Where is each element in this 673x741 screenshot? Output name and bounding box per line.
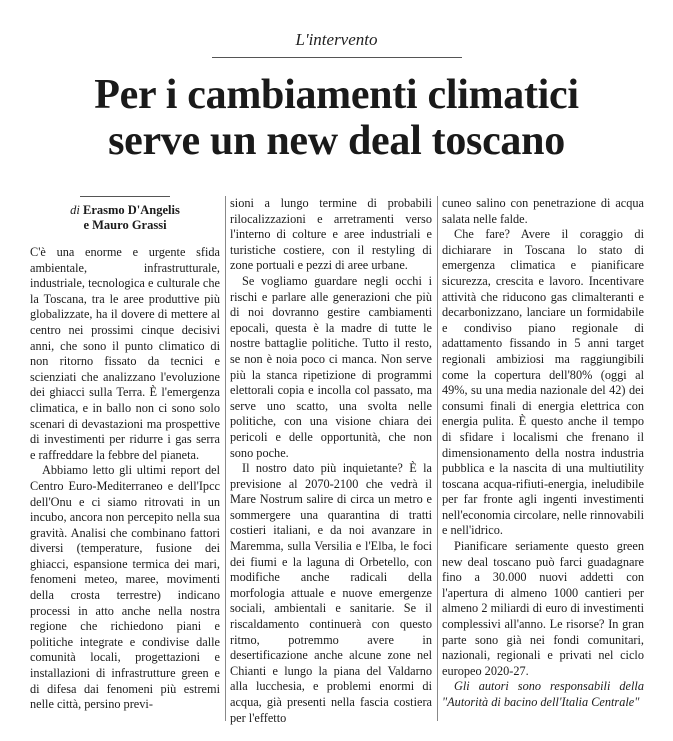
byline — [30, 203, 220, 233]
byline-divider — [80, 196, 170, 197]
headline-line-1: Per i cambiamenti climatici — [94, 72, 579, 118]
article-column-2 — [230, 196, 432, 726]
paragraph: Che fare? Avere il coraggio di dichiarare in Toscana lo stato di emergenza climatica e pianificare sicurezza, crescita e lavoro. Incentivare attività che riducono gas climalteranti e decarbonizzano, lanciare un formidabile e condiviso piano regionale di adattamento fissando in 5 anni target regionali ambiziosi ma raggiungibili come la copertura dell'80% (oggi al 49%, su una media nazionale del 42) dei consumi finali di energia elettrica con energia pulita. È questo anche il tempo di sfidare i localismi che frenano il dimensionamento della nostra industria pubblica e la nascita di una multiutility toscana acqua-rifiuti-energia, ineludibile per far fronte agli ingenti investimenti nell'economia circolare, nelle rinnovabili e nell'idrico. — [442, 227, 644, 538]
paragraph: sioni a lungo termine di probabili rilocalizzazioni e arretramenti verso l'interno di colture e aree industriali e turistiche costiere, con il restyling di zone portuali e pezzi di aree urbane. — [230, 196, 432, 273]
headline-line-2: serve un new deal toscano — [108, 118, 565, 164]
author-2: e Mauro Grassi — [83, 218, 167, 232]
paragraph: cuneo salino con penetrazione di acqua salata nelle falde. — [442, 196, 644, 226]
article-column-3 — [442, 196, 644, 726]
rubric-divider — [212, 57, 462, 58]
author-note: Gli autori sono responsabili della "Autorità di bacino dell'Italia Centrale" — [442, 679, 644, 709]
column-divider — [225, 196, 226, 721]
byline-prefix: di — [70, 203, 80, 217]
author-1: Erasmo D'Angelis — [82, 203, 180, 217]
paragraph: Pianificare seriamente questo green new deal toscano può farci guadagnare fino a 30.000 nuovi addetti con l'apertura di almeno 1000 cantieri per almeno 2 miliardi di euro di investimenti complessivi all'anno. Le risorse? In gran parte sono già nei fondi comunitari, nazionali, regionali e privati nel ciclo europeo 2020-27. — [442, 539, 644, 678]
paragraph: Il nostro dato più inquietante? È la previsione al 2070-2100 che vedrà il Mare Nostrum salire di circa un metro e sommergere una quarantina di tratti costieri italiani, e da noi avanzare in Maremma, sulla Versilia e l'Elba, le foci dei fiumi e la laguna di Orbetello, con modifiche anche radicali della morfologia attuale e nuove emergenze sociali, ambientali e sanitarie. Se il riscaldamento continuerà con questo ritmo, potremmo avere in desertificazione anche alcune zone nel Chianti e lungo la piana del Valdarno alla lucchesia, e problemi enormi di acqua, già presenti nella fascia costiera per l'effetto — [230, 461, 432, 725]
paragraph: C'è una enorme e urgente sfida ambientale, infrastrutturale, industriale, tecnologica e culturale che la Toscana, tra le aree produttive più globalizzate, ha il dovere di mettere al centro nei prossimi cinque decisivi anni, che sono il punto climatico di non ritorno fissato da tecnici e scienziati che analizzano l'evoluzione dei ghiacci sulla Terra. È l'emergenza climatica, e in ballo non ci sono solo scenari di devastazioni ma prospettive di investimenti per ridurre i gas serra e raffreddare la febbre del pianeta. — [30, 245, 220, 462]
section-rubric: L'intervento — [295, 30, 378, 49]
paragraph: Abbiamo letto gli ultimi report del Centro Euro-Mediterraneo e dell'Ipcc dell'Onu e ci siamo ritrovati in un incubo, ancora non percepito nella sua gravità. Analisi che combinano fattori diversi (temperature, fusione dei ghiacci, espansione termica dei mari, fenomeni meteo, maree, movimenti della crosta terrestre) indicano processi in atto anche nella nostra regione che richiedono piani e politiche integrate e condivise dalle comunità locali, progettazioni e installazioni di infrastrutture green e di difesa dai fenomeni più estremi nelle città, persino previ- — [30, 463, 220, 712]
article-column-1 — [30, 196, 220, 716]
column-divider — [437, 196, 438, 721]
headline — [0, 72, 673, 164]
paragraph: Se vogliamo guardare negli occhi i rischi e parlare alle generazioni che più di noi dovranno gestire cambiamenti epocali, questa è la madre di tutte le nostre battaglie politiche. Tutto il resto, se non è noia poco ci manca. Non serve più la stanca ripetizione di programmi elettorali copia e incolla col passato, ma serve uno scatto, una svolta nelle politiche, con una visione chiara dei pericoli e delle opportunità, che non sono poche. — [230, 273, 432, 460]
